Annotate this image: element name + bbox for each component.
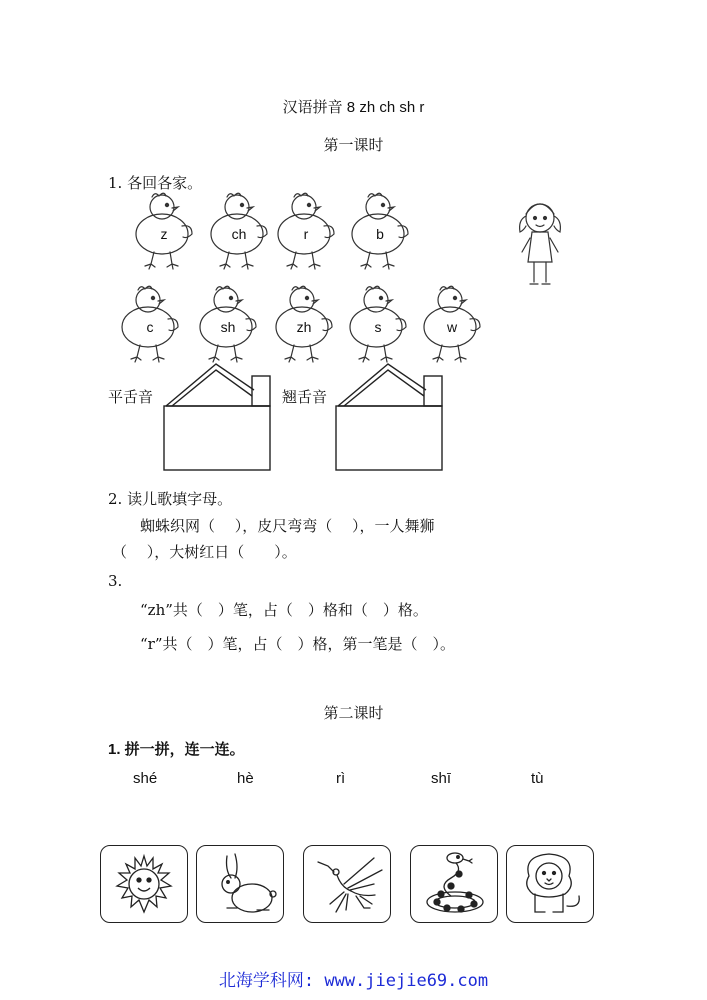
q1-heading: 1. 各回各家。 [108, 174, 203, 192]
q2-line-1: 蜘蛛织网（ ），皮尺弯弯（ ），一人舞狮 [140, 517, 435, 535]
lesson-2-title: 第二课时 [323, 704, 384, 722]
house-right[interactable] [332, 360, 450, 474]
snake-icon [411, 846, 497, 922]
card-lion[interactable] [506, 845, 594, 923]
pinyin-she[interactable]: shé [133, 770, 158, 787]
card-snake[interactable] [410, 845, 498, 923]
q3-line-2: “r”共（ ）笔，占（ ）格，第一笔是（ ）。 [140, 635, 456, 653]
card-rabbit[interactable] [196, 845, 284, 923]
chick-label: ch [231, 226, 247, 242]
lesson-1-title: 第一课时 [323, 136, 384, 154]
pinyin-shi[interactable]: shī [431, 770, 452, 787]
chick-label: b [376, 226, 384, 242]
page-title: 汉语拼音 8 zh ch sh r [282, 99, 425, 116]
chick-label: c [146, 319, 154, 335]
chick-w[interactable] [420, 283, 484, 363]
chick-ch[interactable] [207, 190, 271, 270]
card-sun[interactable] [100, 845, 188, 923]
pinyin-ri[interactable]: rì [336, 770, 346, 787]
chick-z[interactable] [132, 190, 196, 270]
rabbit-icon [197, 846, 283, 922]
card-crane[interactable] [303, 845, 391, 923]
chick-label: z [160, 226, 168, 242]
q3-heading: 3. [108, 572, 123, 590]
chick-label: w [446, 319, 458, 335]
house-left[interactable] [160, 360, 278, 474]
q2-line-2: （ ），大树红日（ ）。 [112, 543, 297, 561]
chick-label: sh [220, 319, 236, 335]
sun-icon [101, 846, 187, 922]
chick-zh[interactable] [272, 283, 336, 363]
footer-watermark: 北海学科网: www.jiejie69.com [218, 971, 489, 991]
lesson2-q1-heading: 1. 拼一拼，连一连。 [108, 741, 245, 758]
q2-heading: 2. 读儿歌填字母。 [108, 490, 233, 508]
lion-icon [507, 846, 593, 922]
chick-label: zh [296, 319, 312, 335]
chick-label: r [303, 226, 309, 242]
chick-label: s [374, 319, 382, 335]
q3-line-1: “zh”共（ ）笔，占（ ）格和（ ）格。 [140, 601, 428, 619]
chick-sh[interactable] [196, 283, 260, 363]
chick-s[interactable] [346, 283, 410, 363]
pinyin-he[interactable]: hè [237, 770, 254, 787]
chick-b[interactable] [348, 190, 412, 270]
pinyin-tu[interactable]: tù [531, 770, 544, 787]
chick-c[interactable] [118, 283, 182, 363]
girl-icon [512, 192, 568, 292]
house-left-label: 平舌音 [108, 388, 154, 406]
chick-r[interactable] [274, 190, 338, 270]
house-right-label: 翘舌音 [282, 388, 328, 406]
crane-icon [304, 846, 390, 922]
